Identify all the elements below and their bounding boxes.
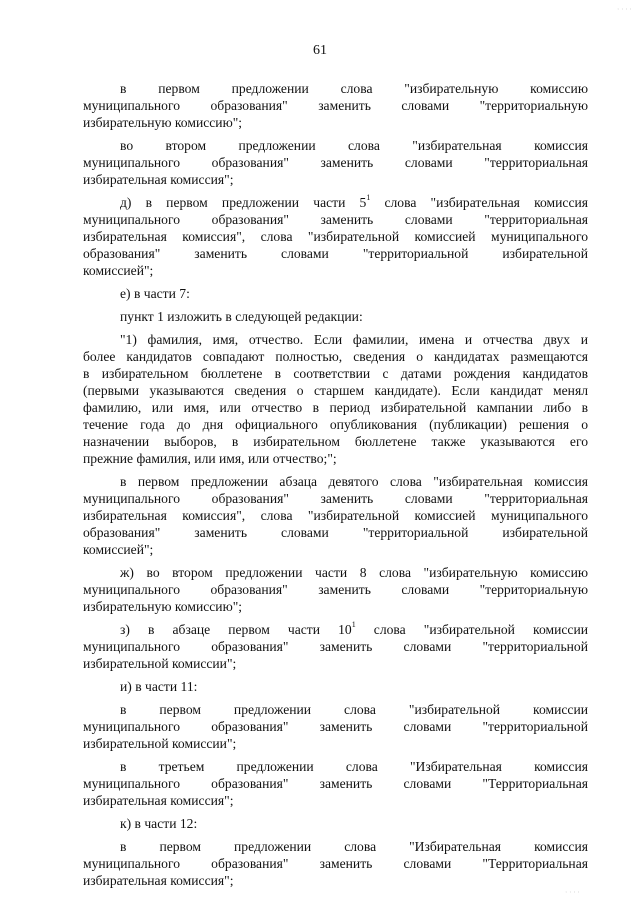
line-text: в первом предложении слова "избирательную комиссию bbox=[120, 81, 588, 96]
text-line bbox=[83, 758, 588, 775]
text-line bbox=[83, 655, 588, 672]
text-line bbox=[83, 701, 588, 718]
text-line bbox=[83, 524, 588, 541]
line-text: избирательная комиссия", слова "избирательной комиссией муниципального bbox=[83, 508, 588, 523]
line-text-continued: слова "избирательной комиссии bbox=[355, 622, 588, 637]
line-text: и) в части 11: bbox=[120, 679, 198, 694]
line-text: муниципального образования" заменить словами "территориальную bbox=[83, 582, 588, 597]
line-text: образования" заменить словами "территориальной избирательной bbox=[83, 525, 588, 540]
line-text: з) в абзаце первом части 10 bbox=[120, 622, 352, 637]
line-text: комиссией"; bbox=[83, 263, 154, 278]
line-text: избирательную комиссию"; bbox=[83, 599, 243, 614]
text-line bbox=[83, 228, 588, 245]
line-text: муниципального образования" заменить словами "территориальная bbox=[83, 491, 588, 506]
paragraph bbox=[83, 80, 588, 131]
document-body bbox=[83, 80, 588, 889]
paragraph bbox=[83, 701, 588, 752]
line-text: муниципального образования" заменить словами "Территориальная bbox=[83, 856, 588, 871]
text-line bbox=[83, 490, 588, 507]
line-text: в первом предложении слова "избирательной комиссии bbox=[120, 702, 588, 717]
text-line bbox=[83, 331, 588, 348]
line-text: образования" заменить словами "территориальной избирательной bbox=[83, 246, 588, 261]
line-text: "1) фамилия, имя, отчество. Если фамилии, имена и отчества двух и bbox=[120, 332, 588, 347]
paragraph bbox=[83, 838, 588, 889]
text-line bbox=[83, 450, 588, 467]
line-text: избирательную комиссию"; bbox=[83, 115, 243, 130]
scan-corner-mark-top: ' ' ' ' bbox=[617, 9, 632, 14]
text-line bbox=[83, 735, 588, 752]
text-line bbox=[83, 718, 588, 735]
paragraph bbox=[83, 678, 588, 695]
line-text: (первыми указываются сведения о старшем кандидате). Если кандидат менял bbox=[83, 383, 588, 398]
text-line bbox=[83, 838, 588, 855]
paragraph bbox=[83, 758, 588, 809]
line-text: фамилию, или имя, или отчество в период избирательной кампании либо в bbox=[83, 400, 588, 415]
text-line bbox=[83, 194, 588, 211]
line-text: муниципального образования" заменить словами "территориальная bbox=[83, 212, 588, 227]
line-text: в первом предложении слова "Избирательная комиссия bbox=[120, 839, 588, 854]
line-text: течение года до дня официального опубликования (публикации) решения о bbox=[83, 417, 588, 432]
line-text: муниципального образования" заменить словами "территориальной bbox=[83, 719, 588, 734]
line-text: ж) во втором предложении части 8 слова "избирательную комиссию bbox=[120, 565, 588, 580]
line-text: в избирательном бюллетене в соответствии с датами рождения кандидатов bbox=[83, 366, 588, 381]
text-line bbox=[83, 507, 588, 524]
scan-corner-mark-bottom: ' ' ' ' bbox=[565, 892, 580, 897]
text-line bbox=[83, 564, 588, 581]
line-text: более кандидатов совпадают полностью, сведения о кандидатах размещаются bbox=[83, 349, 588, 364]
page-number: 61 bbox=[313, 43, 327, 58]
text-line bbox=[83, 308, 588, 325]
text-line bbox=[83, 262, 588, 279]
text-line bbox=[83, 114, 588, 131]
line-text: д) в первом предложении части 5 bbox=[120, 195, 367, 210]
text-line bbox=[83, 245, 588, 262]
line-text: к) в части 12: bbox=[120, 816, 198, 831]
paragraph bbox=[83, 473, 588, 558]
text-line bbox=[83, 815, 588, 832]
line-text-continued: слова "избирательная комиссия bbox=[370, 195, 589, 210]
paragraph bbox=[83, 564, 588, 615]
line-text: пункт 1 изложить в следующей редакции: bbox=[120, 309, 363, 324]
text-line bbox=[83, 365, 588, 382]
text-line bbox=[83, 80, 588, 97]
text-line bbox=[83, 872, 588, 889]
line-text: во втором предложении слова "избирательная комиссия bbox=[120, 138, 588, 153]
text-line bbox=[83, 97, 588, 114]
line-text: избирательной комиссии"; bbox=[83, 656, 237, 671]
line-text: избирательная комиссия"; bbox=[83, 873, 234, 888]
superscript-marker: 1 bbox=[366, 193, 371, 203]
line-text: комиссией"; bbox=[83, 542, 154, 557]
text-line bbox=[83, 433, 588, 450]
line-text: назначении выборов, в избирательном бюллетене также указываются его bbox=[83, 434, 588, 449]
text-line bbox=[83, 621, 588, 638]
line-text: муниципального образования" заменить словами "Территориальная bbox=[83, 776, 588, 791]
text-line bbox=[83, 473, 588, 490]
text-line bbox=[83, 382, 588, 399]
text-line bbox=[83, 399, 588, 416]
text-line bbox=[83, 775, 588, 792]
line-text: в первом предложении абзаца девятого слова "избирательная комиссия bbox=[120, 474, 588, 489]
text-line bbox=[83, 638, 588, 655]
paragraph bbox=[83, 194, 588, 279]
text-line bbox=[83, 154, 588, 171]
paragraph bbox=[83, 621, 588, 672]
text-line bbox=[83, 416, 588, 433]
line-text: муниципального образования" заменить словами "территориальная bbox=[83, 155, 588, 170]
text-line bbox=[83, 792, 588, 809]
line-text: прежние фамилия, или имя, или отчество;"; bbox=[83, 451, 337, 466]
line-text: избирательная комиссия"; bbox=[83, 172, 234, 187]
text-line bbox=[83, 541, 588, 558]
line-text: избирательная комиссия", слова "избирательной комиссией муниципального bbox=[83, 229, 588, 244]
superscript-marker: 1 bbox=[351, 620, 356, 630]
text-line bbox=[83, 211, 588, 228]
text-line bbox=[83, 348, 588, 365]
paragraph bbox=[83, 308, 588, 325]
line-text: в третьем предложении слова "Избирательная комиссия bbox=[120, 759, 588, 774]
line-text: муниципального образования" заменить словами "территориальную bbox=[83, 98, 588, 113]
paragraph bbox=[83, 137, 588, 188]
line-text: избирательная комиссия"; bbox=[83, 793, 234, 808]
text-line bbox=[83, 855, 588, 872]
text-line bbox=[83, 285, 588, 302]
paragraph bbox=[83, 285, 588, 302]
line-text: е) в части 7: bbox=[120, 286, 190, 301]
text-line bbox=[83, 581, 588, 598]
text-line bbox=[83, 171, 588, 188]
paragraph bbox=[83, 331, 588, 467]
line-text: избирательной комиссии"; bbox=[83, 736, 237, 751]
line-text: муниципального образования" заменить словами "территориальной bbox=[83, 639, 588, 654]
paragraph bbox=[83, 815, 588, 832]
text-line bbox=[83, 598, 588, 615]
text-line bbox=[83, 137, 588, 154]
text-line bbox=[83, 678, 588, 695]
